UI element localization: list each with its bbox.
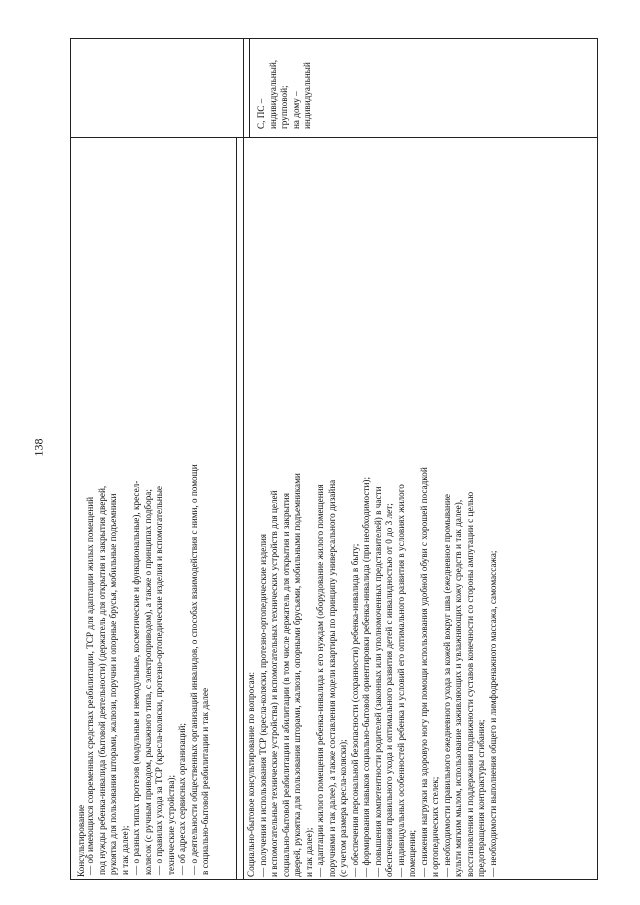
row1-line: — об адресах сервисных организаций;	[177, 723, 187, 875]
row2-line: — адаптации жилого помещения ребенка-инвалида к его нуждам (оборудование жилого помещения	[315, 484, 325, 877]
row2-line: и ортопедических стелек;	[430, 776, 440, 877]
service-form-line: индивидуальный	[302, 62, 312, 129]
service-form-line: групповой;	[279, 85, 289, 129]
row1-line: под нужды ребенка-инвалида (бытовой деятельности) (держатель для открытия и закрытия дверей,	[96, 485, 107, 875]
row1-line: — о деятельности общественных организаций инвалидов, о способах взаимодействия с ними, о помощи	[188, 464, 199, 875]
row2-content	[246, 147, 499, 877]
service-form-cell	[256, 60, 314, 129]
row2-line: и так далее);	[303, 827, 314, 877]
row1-line: и так далее);	[119, 825, 130, 875]
row2-line: помещения;	[407, 830, 417, 877]
row2-line: — снижения нагрузки на здоровую ногу при помощи использования удобной обуви с хорошей посадкой	[418, 467, 429, 877]
row2-line: — формирования навыков социально-бытовой ориентировки ребенка-инвалида (при необходимости);	[361, 476, 371, 877]
row2-line: — индивидуальных особенностей ребенка и условий его оптимального развития в условиях жилого	[395, 484, 406, 877]
service-form-line: С, ПС –	[256, 98, 266, 129]
row2-line: восстановления и поддержания подвижности суставов конечности со стороны ампутации с целью	[464, 491, 475, 877]
row1-line: колясок (с ручным приводом, рычажного типа, с электроприводом), а также о принципах подбора;	[142, 489, 153, 875]
row1-line: — об имеющихся современных средствах реабилитации, ТСР для адаптации жилых помещений	[85, 496, 95, 875]
row2-line: дверей, рукоятка для пользования шторами, жалюзи, опорными брусьями, мобильными подъемниками	[292, 473, 302, 877]
row1-content	[85, 145, 212, 875]
row2-line: обеспечения правильного ухода и оптимального развития детей с инвалидностью от 0 до 3 лет;	[384, 503, 394, 877]
row-divider	[71, 137, 597, 138]
row2-line: — необходимости выполнения общего и лимфодренажного массажа, самомассажа;	[487, 550, 498, 877]
row2-line: и вспомогательные технические устройства) и вспомогательных технических устройств для целей	[269, 490, 279, 877]
row2-line: — повышения компетентности родителей (законных или уполномоченных представителей) в части	[372, 486, 383, 877]
regulation-table	[70, 38, 598, 880]
row2-line: Социально-бытовое консультирование по вопросам:	[246, 671, 256, 877]
row2-line: поручнями и так далее), а также составления модели квартиры по принципу универсального дизайна	[326, 479, 337, 877]
row2-line: культи мягким мылом, использование заживляющих и увлажняющих кожу средств и так далее),	[453, 499, 463, 877]
row1-line: рукоятка для пользования шторами, жалюзи, поручни и опорные брусья, мобильные подъемники	[108, 493, 118, 875]
row1-line: — о разных типах протезов (модульные и немодульные, косметические и функциональные), кресел-	[131, 480, 141, 875]
column-divider-category	[236, 137, 237, 879]
row2-line: — получения и использования ТСР (кресла-коляски, протезно-ортопедические изделия	[257, 533, 268, 877]
row2-line: предотвращения контрактуры сгибания;	[476, 719, 486, 877]
page-number: 138	[31, 438, 46, 457]
row1-line: технические устройства);	[165, 774, 176, 875]
row2-line: — обеспечения персональной безопасности (сохранности) ребенка-инвалида в быту;	[349, 543, 360, 877]
column-divider-top	[249, 39, 250, 137]
row1-line: — о правилах ухода за ТСР (кресла-коляски, протезно-ортопедические изделия и вспомогательные	[154, 486, 164, 875]
service-form-line: индивидуальный,	[267, 59, 278, 129]
row2-line: — необходимости правильного ежедневного ухода за кожей вокруг шва (ежедневное промывание	[441, 494, 452, 877]
row1-line: в социально-бытовой реабилитации и так далее	[200, 687, 210, 875]
service-form-line: на дому –	[290, 91, 301, 129]
column-divider-content	[243, 39, 244, 879]
category-label: Консультирование	[76, 804, 86, 877]
row2-line: (с учетом размера кресла-коляски);	[338, 739, 348, 877]
row2-line: социально-бытовой реабилитации и абилитации (в том числе держатель для открытия и закрытия	[280, 493, 291, 877]
